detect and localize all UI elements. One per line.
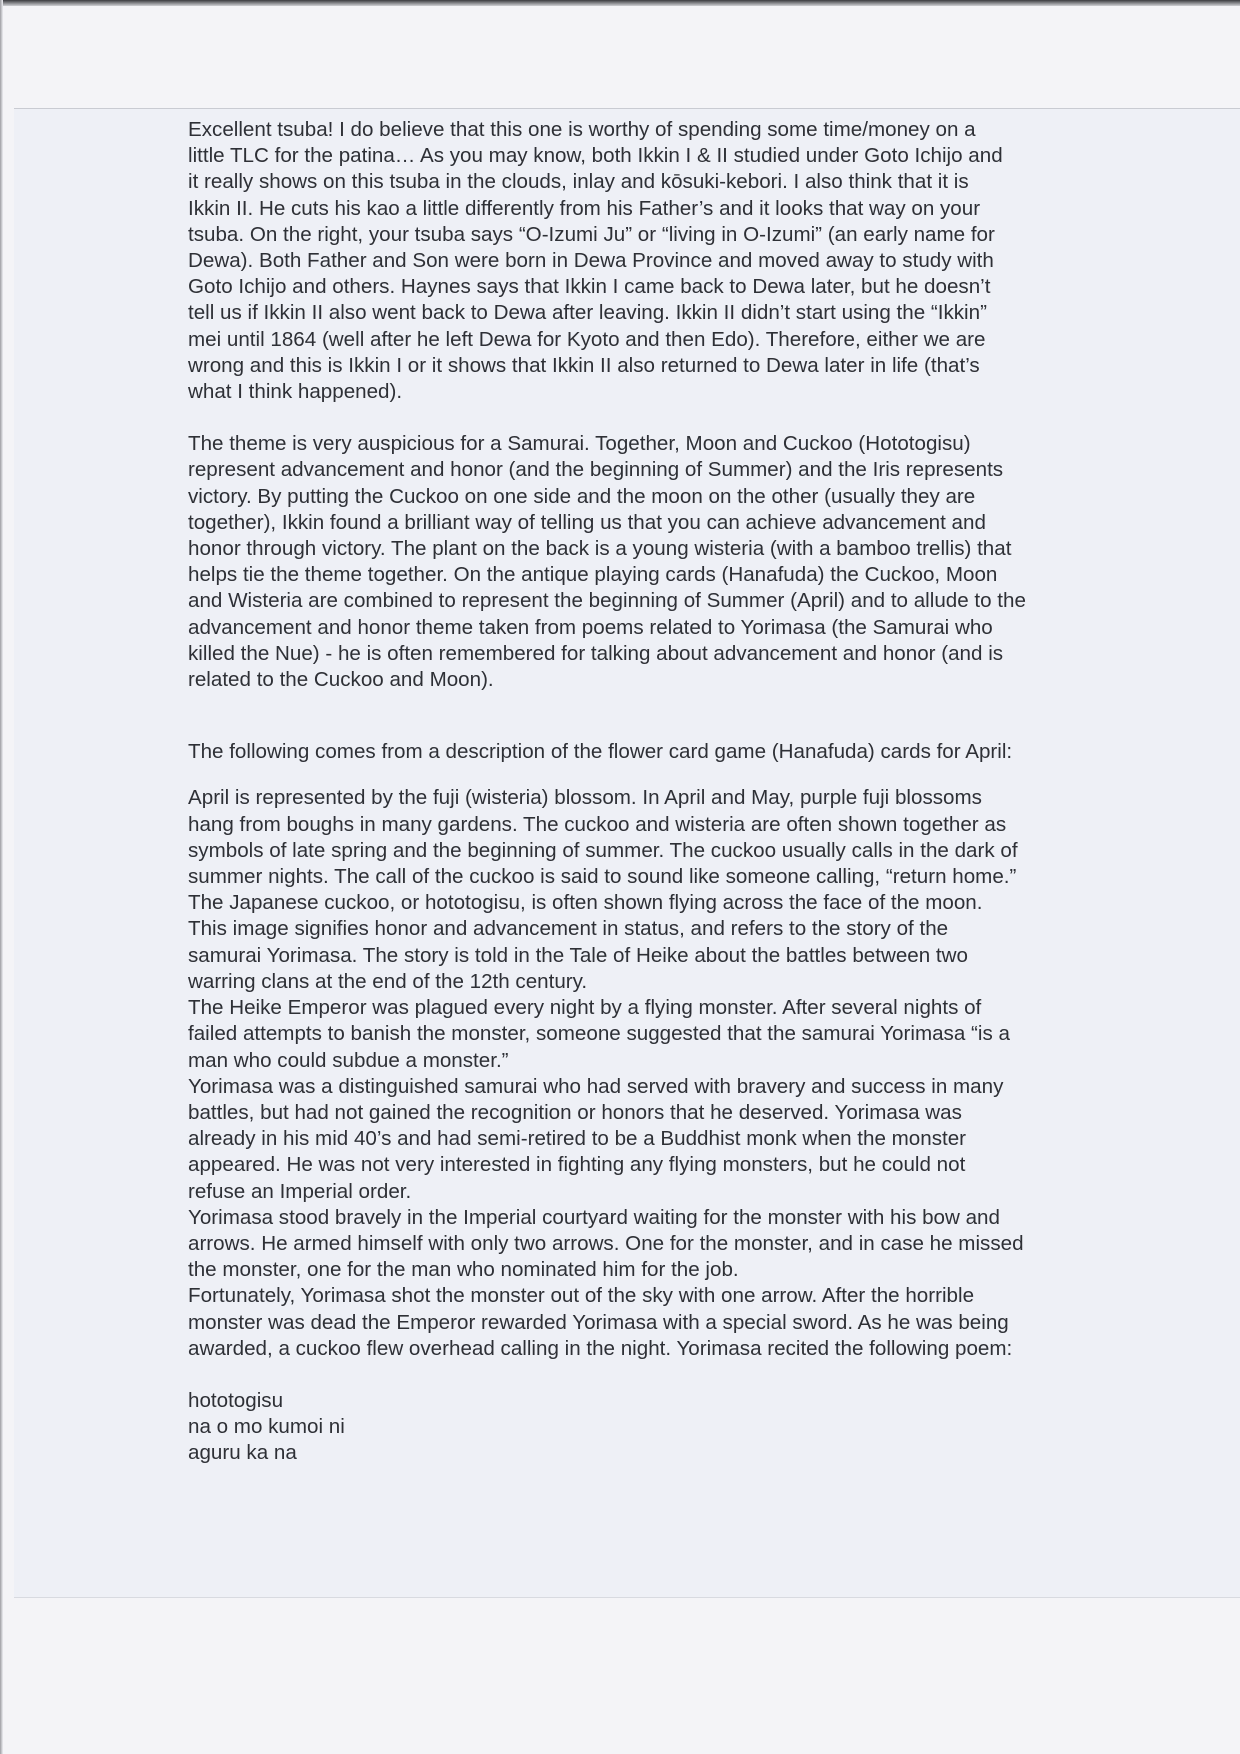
text-line: tell us if Ikkin II also went back to Dewa after leaving. Ikkin II didn’t start using the “Ikkin”	[188, 301, 987, 325]
text-line: together), Ikkin found a brilliant way of telling us that you can achieve advancement and	[188, 510, 986, 534]
text-line: hang from boughs in many gardens. The cuckoo and wisteria are often shown together as	[188, 812, 1007, 836]
text-line: warring clans at the end of the 12th century.	[188, 969, 588, 993]
letter-body	[188, 117, 1128, 1467]
text-line: related to the Cuckoo and Moon).	[188, 668, 494, 692]
text-line: advancement and honor theme taken from poems related to Yorimasa (the Samurai who	[188, 615, 993, 639]
paragraph-yorimasa-story	[188, 785, 1128, 1361]
text-line: Ikkin II. He cuts his kao a little differently from his Father’s and it looks that way on your	[188, 196, 981, 220]
text-line: already in his mid 40’s and had semi-retired to be a Buddhist monk when the monster	[188, 1127, 967, 1151]
text-line: wrong and this is Ikkin I or it shows that Ikkin II also returned to Dewa later in life (that’s	[188, 353, 980, 377]
text-line: battles, but had not gained the recognition or honors that he deserved. Yorimasa was	[188, 1100, 962, 1124]
text-line: Fortunately, Yorimasa shot the monster out of the sky with one arrow. After the horrible	[188, 1284, 975, 1308]
text-line: victory. By putting the Cuckoo on one side and the moon on the other (usually they are	[188, 484, 976, 508]
paragraph-spacer	[188, 1362, 1128, 1388]
poem-line: aguru ka na	[188, 1441, 297, 1465]
text-line: symbols of late spring and the beginning of summer. The cuckoo usually calls in the dark of	[188, 838, 1018, 862]
text-line: and Wisteria are combined to represent the beginning of Summer (April) and to allude to the	[188, 589, 1026, 613]
poem	[188, 1388, 1128, 1467]
text-line: The Japanese cuckoo, or hototogisu, is often shown flying across the face of the moon.	[188, 891, 983, 915]
text-line: Yorimasa was a distinguished samurai who had served with bravery and success in many	[188, 1074, 1004, 1098]
paragraph-ikkin-attribution	[188, 117, 1128, 405]
text-line: arrows. He armed himself with only two arrows. One for the monster, and in case he missed	[188, 1231, 1024, 1255]
text-line: The following comes from a description of the flower card game (Hanafuda) cards for April:	[188, 740, 1013, 764]
text-line: mei until 1864 (well after he left Dewa for Kyoto and then Edo). Therefore, either we are	[188, 327, 986, 351]
text-line: represent advancement and honor (and the beginning of Summer) and the Iris represents	[188, 458, 1004, 482]
text-line: the monster, one for the man who nominated him for the job.	[188, 1258, 739, 1282]
paragraph-spacer	[188, 765, 1128, 785]
scan-top-edge	[0, 0, 1240, 6]
paragraph-theme	[188, 431, 1128, 693]
text-line: man who could subdue a monster.”	[188, 1048, 509, 1072]
text-line: helps tie the theme together. On the antique playing cards (Hanafuda) the Cuckoo, Moon	[188, 563, 998, 587]
text-line: refuse an Imperial order.	[188, 1179, 412, 1203]
text-line: tsuba. On the right, your tsuba says “O-Izumi Ju” or “living in O-Izumi” (an early name for	[188, 222, 995, 246]
text-line: April is represented by the fuji (wisteria) blossom. In April and May, purple fuji blossoms	[188, 786, 982, 810]
text-line: monster was dead the Emperor rewarded Yorimasa with a special sword. As he was being	[188, 1310, 1009, 1334]
poem-line: hototogisu	[188, 1388, 284, 1412]
paragraph-hanafuda-intro	[188, 739, 1128, 765]
paragraph-spacer	[188, 405, 1128, 431]
text-line: honor through victory. The plant on the back is a young wisteria (with a bamboo trellis) that	[188, 537, 1012, 561]
text-line: Excellent tsuba! I do believe that this one is worthy of spending some time/money on a	[188, 118, 976, 141]
text-line: Dewa). Both Father and Son were born in Dewa Province and moved away to study with	[188, 249, 994, 273]
text-line: This image signifies honor and advancement in status, and refers to the story of the	[188, 917, 949, 941]
text-line: little TLC for the patina… As you may know, both Ikkin I & II studied under Goto Ichijo and	[188, 144, 1003, 168]
text-line: failed attempts to banish the monster, someone suggested that the samurai Yorimasa “is a	[188, 1022, 1010, 1046]
text-line: killed the Nue) - he is often remembered for talking about advancement and honor (and is	[188, 641, 1004, 665]
text-line: Goto Ichijo and others. Haynes says that Ikkin I came back to Dewa later, but he doesn’t	[188, 275, 991, 299]
text-line: it really shows on this tsuba in the clouds, inlay and kōsuki-kebori. I also think that it is	[188, 170, 969, 194]
text-line: awarded, a cuckoo flew overhead calling in the night. Yorimasa recited the following poem:	[188, 1336, 1013, 1360]
text-line: appeared. He was not very interested in fighting any flying monsters, but he could not	[188, 1153, 966, 1177]
text-line: The Heike Emperor was plagued every night by a flying monster. After several nights of	[188, 996, 982, 1020]
poem-line: na o mo kumoi ni	[188, 1415, 345, 1439]
text-line: samurai Yorimasa. The story is told in the Tale of Heike about the battles between two	[188, 943, 968, 967]
paragraph-spacer	[188, 693, 1128, 739]
text-line: summer nights. The call of the cuckoo is said to sound like someone calling, “return home.”	[188, 865, 1017, 889]
scan-left-edge	[0, 0, 3, 1754]
text-line: The theme is very auspicious for a Samurai. Together, Moon and Cuckoo (Hototogisu)	[188, 432, 971, 456]
text-line: Yorimasa stood bravely in the Imperial courtyard waiting for the monster with his bow and	[188, 1205, 1000, 1229]
text-line: what I think happened).	[188, 380, 403, 404]
